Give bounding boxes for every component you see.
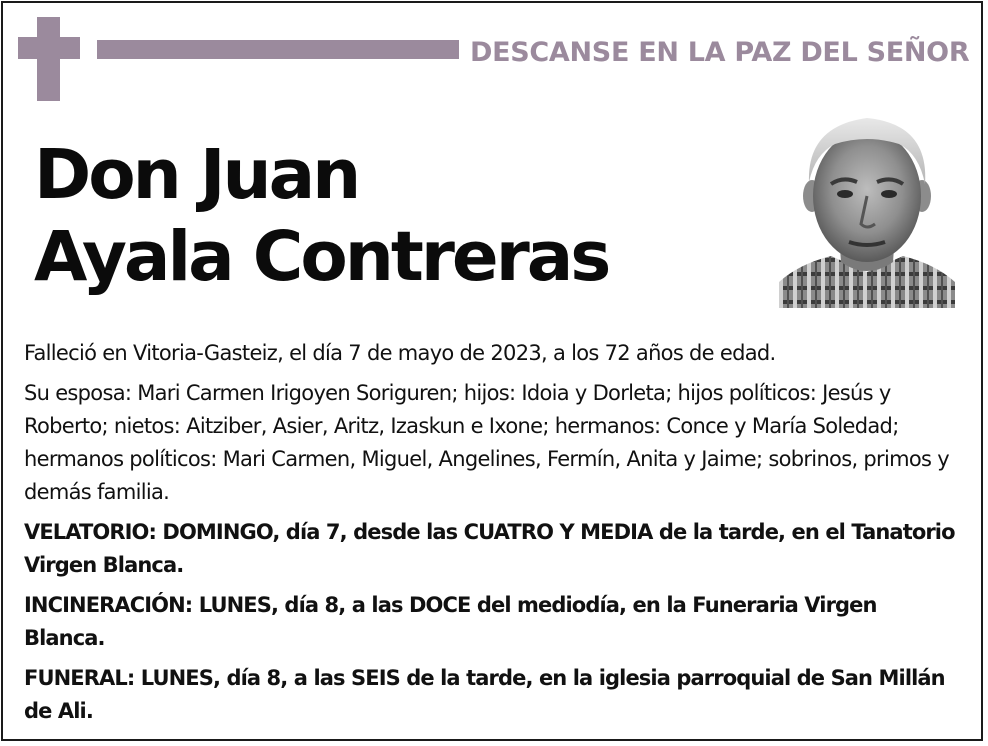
portrait-photo <box>779 104 955 308</box>
death-line: Falleció en Vitoria-Gasteiz, el día 7 de mayo de 2023, a los 72 años de edad. <box>24 341 776 365</box>
funeral-paragraph: FUNERAL: LUNES, día 8, a las SEIS de la tarde, en la iglesia parroquial de San Millán de Ali. <box>24 666 945 723</box>
name-line-1: Don Juan <box>34 135 359 215</box>
portrait-image <box>779 104 955 308</box>
header-title: DESCANSE EN LA PAZ DEL SEÑOR <box>470 37 970 68</box>
velatorio-paragraph: VELATORIO: DOMINGO, día 7, desde las CUATRO Y MEDIA de la tarde, en el Tanatorio Virgen Blanca. <box>24 520 955 577</box>
cross-icon-bar <box>18 37 80 59</box>
cross-icon <box>37 17 60 101</box>
deceased-name <box>34 134 608 298</box>
name-line-2: Ayala Contreras <box>34 217 609 297</box>
incineracion-paragraph: INCINERACIÓN: LUNES, día 8, a las DOCE del mediodía, en la Funeraria Virgen Blanca. <box>24 593 877 650</box>
notice-body <box>24 337 959 735</box>
family-paragraph: Su esposa: Mari Carmen Irigoyen Soriguren; hijos: Idoia y Dorleta; hijos políticos: Jesús y Roberto; nietos: Aitziber, Asier, Aritz, Izaskun e Ixone; hermanos: Conce y María Soledad; hermanos políticos: Mari Carmen, Miguel, Angelines, Fermín, Anita y Jaime; sobrinos, primos y demás familia. <box>24 381 949 504</box>
header-rule <box>97 40 459 59</box>
